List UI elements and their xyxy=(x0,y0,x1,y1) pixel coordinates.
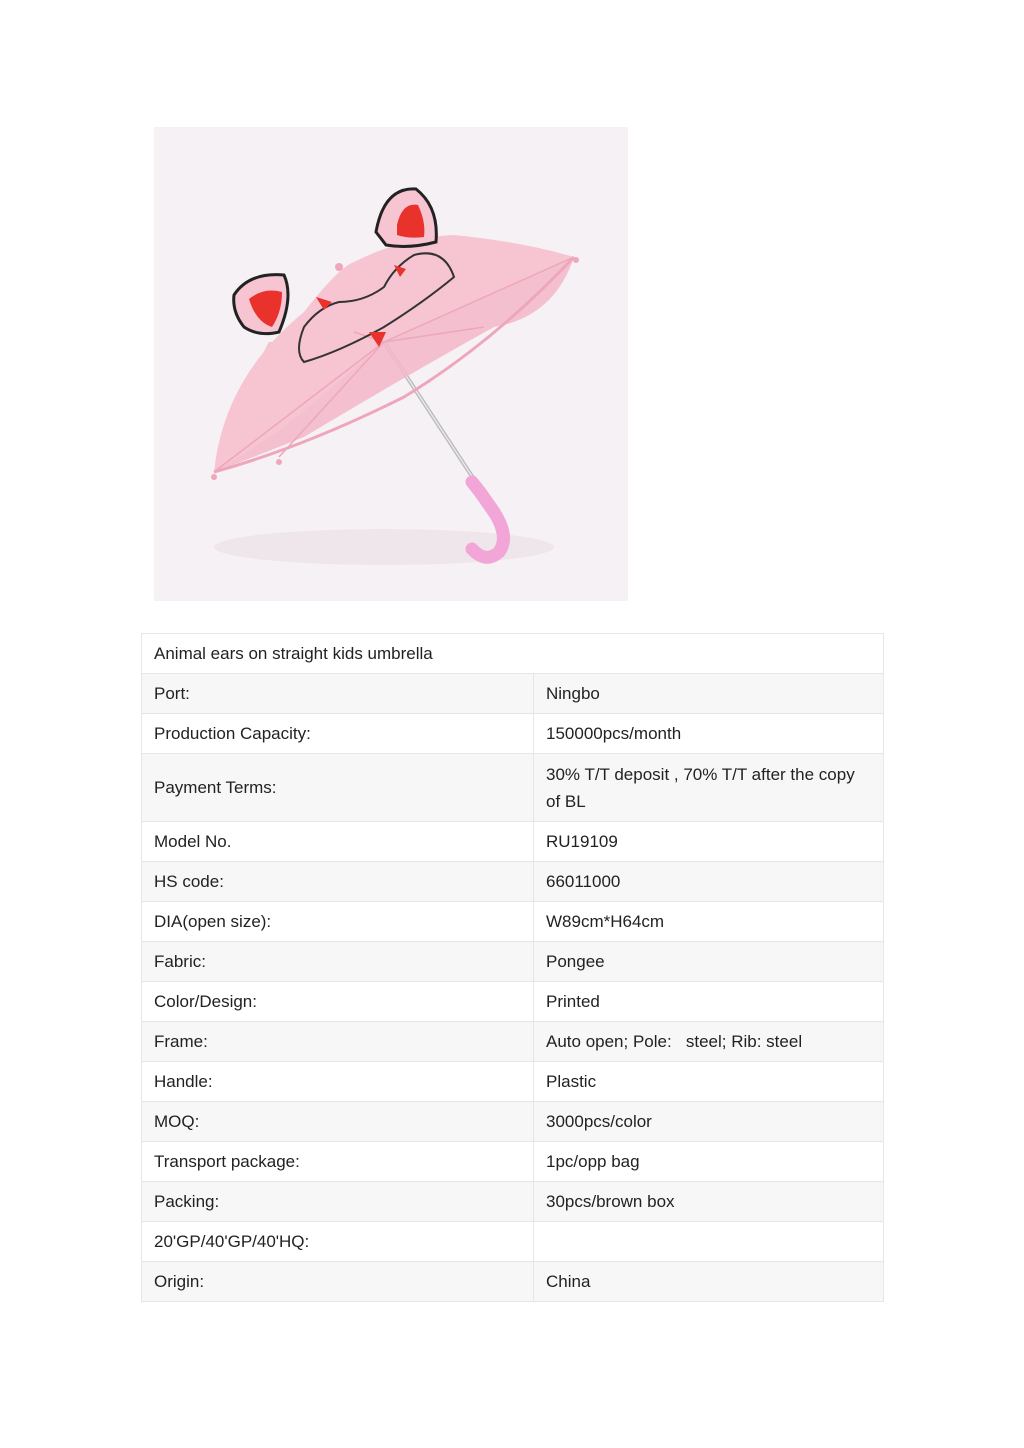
spec-row-transport-package xyxy=(142,1142,884,1182)
spec-value: China xyxy=(534,1262,884,1302)
spec-value: 1pc/opp bag xyxy=(534,1142,884,1182)
spec-label: Packing: xyxy=(142,1182,534,1222)
spec-row-payment-terms xyxy=(142,754,884,822)
spec-value: RU19109 xyxy=(534,822,884,862)
spec-row-port xyxy=(142,674,884,714)
spec-row-dia-open-size xyxy=(142,902,884,942)
spec-value: 66011000 xyxy=(534,862,884,902)
spec-value: Pongee xyxy=(534,942,884,982)
spec-label: MOQ: xyxy=(142,1102,534,1142)
spec-label: Fabric: xyxy=(142,942,534,982)
spec-row-handle xyxy=(142,1062,884,1102)
spec-row-hs-code xyxy=(142,862,884,902)
umbrella-illustration xyxy=(154,127,628,601)
spec-row-container-load xyxy=(142,1222,884,1262)
spec-value: 30pcs/brown box xyxy=(534,1182,884,1222)
spec-label: Model No. xyxy=(142,822,534,862)
spec-label: DIA(open size): xyxy=(142,902,534,942)
spec-value: W89cm*H64cm xyxy=(534,902,884,942)
title-row xyxy=(142,634,884,674)
spec-row-origin xyxy=(142,1262,884,1302)
spec-value xyxy=(534,1222,884,1262)
product-spec-table xyxy=(141,633,884,1302)
spec-row-color-design xyxy=(142,982,884,1022)
product-photo xyxy=(154,127,628,601)
spec-label: Transport package: xyxy=(142,1142,534,1182)
spec-label: Handle: xyxy=(142,1062,534,1102)
spec-label: HS code: xyxy=(142,862,534,902)
spec-row-fabric xyxy=(142,942,884,982)
spec-value: 30% T/T deposit , 70% T/T after the copy of BL xyxy=(534,754,884,822)
spec-label: 20'GP/40'GP/40'HQ: xyxy=(142,1222,534,1262)
spec-value: Auto open; Pole: steel; Rib: steel xyxy=(534,1022,884,1062)
spec-label: Port: xyxy=(142,674,534,714)
spec-value: Printed xyxy=(534,982,884,1022)
spec-value: Ningbo xyxy=(534,674,884,714)
spec-value: 150000pcs/month xyxy=(534,714,884,754)
spec-label: Frame: xyxy=(142,1022,534,1062)
spec-label: Production Capacity: xyxy=(142,714,534,754)
spec-label: Color/Design: xyxy=(142,982,534,1022)
spec-row-packing xyxy=(142,1182,884,1222)
spec-row-model-no xyxy=(142,822,884,862)
product-title: Animal ears on straight kids umbrella xyxy=(142,634,884,674)
spec-row-production-capacity xyxy=(142,714,884,754)
spec-row-frame xyxy=(142,1022,884,1062)
spec-row-moq xyxy=(142,1102,884,1142)
spec-label: Payment Terms: xyxy=(142,754,534,822)
spec-value: Plastic xyxy=(534,1062,884,1102)
spec-label: Origin: xyxy=(142,1262,534,1302)
spec-value: 3000pcs/color xyxy=(534,1102,884,1142)
